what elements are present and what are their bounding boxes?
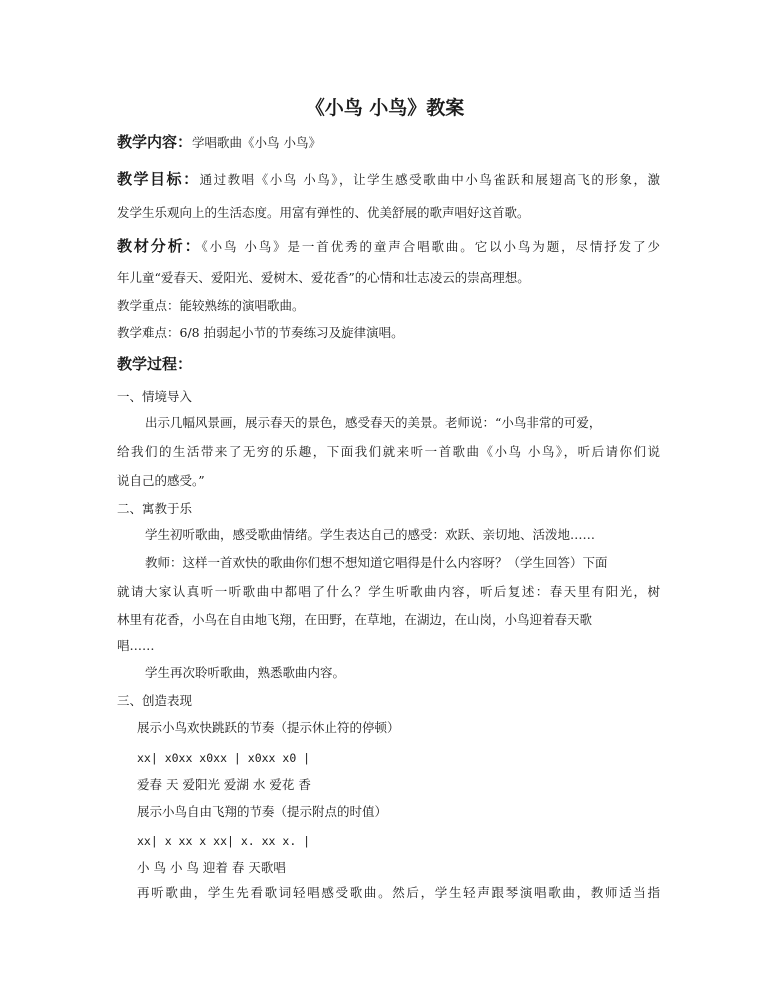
section1-line3: 说自己的感受。” [117,473,205,488]
teaching-content [117,134,660,151]
section2-line1: 学生初听歌曲，感受歌曲情绪。学生表达自己的感受：欢跃、亲切地、活泼地…… [145,527,596,542]
section3-heading: 三、创造表现 [117,693,193,708]
section2-line6: 学生再次聆听歌曲，熟悉歌曲内容。 [145,665,346,680]
material-analysis [117,238,660,255]
section2-line4: 林里有花香，小鸟在自由地飞翔，在田野，在草地，在湖边，在山岗，小鸟迎着春天歌 [117,612,593,627]
teaching-goal-line1: 通过教唱《小鸟 小鸟》，让学生感受歌曲中小鸟雀跃和展翅高飞的形象，激 [199,172,660,187]
lyric-line-2: 小 鸟 小 鸟 迎着 春 天歌唱 [137,860,286,875]
section2-line2: 教师：这样一首欢快的歌曲你们想不想知道它唱得是什么内容呀？（学生回答）下面 [145,555,608,570]
section1-line2: 给我们的生活带来了无穷的乐趣，下面我们就来听一首歌曲《小鸟 小鸟》，听后请你们说 [117,444,660,459]
teaching-goal [117,171,660,188]
rhythm-pattern-2: xx| x xx x xx| x. xx x. | [137,834,311,848]
difficulty: 教学难点：6/8 拍弱起小节的节奏练习及旋律演唱。 [117,325,404,340]
section2-line3: 就请大家认真听一听歌曲中都唱了什么？学生听歌曲内容，听后复述：春天里有阳光，树 [117,584,660,599]
rhythm-pattern-1: xx| x0xx x0xx | x0xx x0 | [137,751,311,765]
document-title: 《小鸟 小鸟》教案 [305,97,465,119]
teaching-content-text: 学唱歌曲《小鸟 小鸟》 [192,135,321,150]
material-analysis-label: 教材分析： [117,237,202,255]
section1-line1: 出示几幅风景画，展示春天的景色，感受春天的美景。老师说：“小鸟非常的可爱， [145,415,602,430]
section3-line1: 展示小鸟欢快跳跃的节奏（提示休止符的停顿） [137,720,400,735]
section2-line5: 唱…… [117,638,155,653]
key-point: 教学重点：能较熟练的演唱歌曲。 [117,298,305,313]
material-analysis-line2: 年儿童“爱春天、爱阳光、爱树木、爱花香”的心情和壮志凌云的崇高理想。 [117,270,530,285]
teaching-content-label: 教学内容： [117,133,193,151]
section2-heading: 二、寓教于乐 [117,501,193,516]
teaching-goal-line2: 发学生乐观向上的生活态度。用富有弹性的、优美舒展的歌声唱好这首歌。 [117,205,530,220]
lyric-line-1: 爱春 天 爱阳光 爱湖 水 爱花 香 [137,777,311,792]
teaching-goal-label: 教学目标： [117,170,200,188]
material-analysis-line1: 《小鸟 小鸟》是一首优秀的童声合唱歌曲。它以小鸟为题，尽情抒发了少 [201,239,660,254]
process-heading: 教学过程： [117,355,193,373]
section1-heading: 一、情境导入 [117,389,193,404]
section3-line2: 展示小鸟自由飞翔的节奏（提示附点的时值） [137,804,388,819]
section3-line3: 再听歌曲，学生先看歌词轻唱感受歌曲。然后，学生轻声跟琴演唱歌曲，教师适当指 [137,885,660,900]
